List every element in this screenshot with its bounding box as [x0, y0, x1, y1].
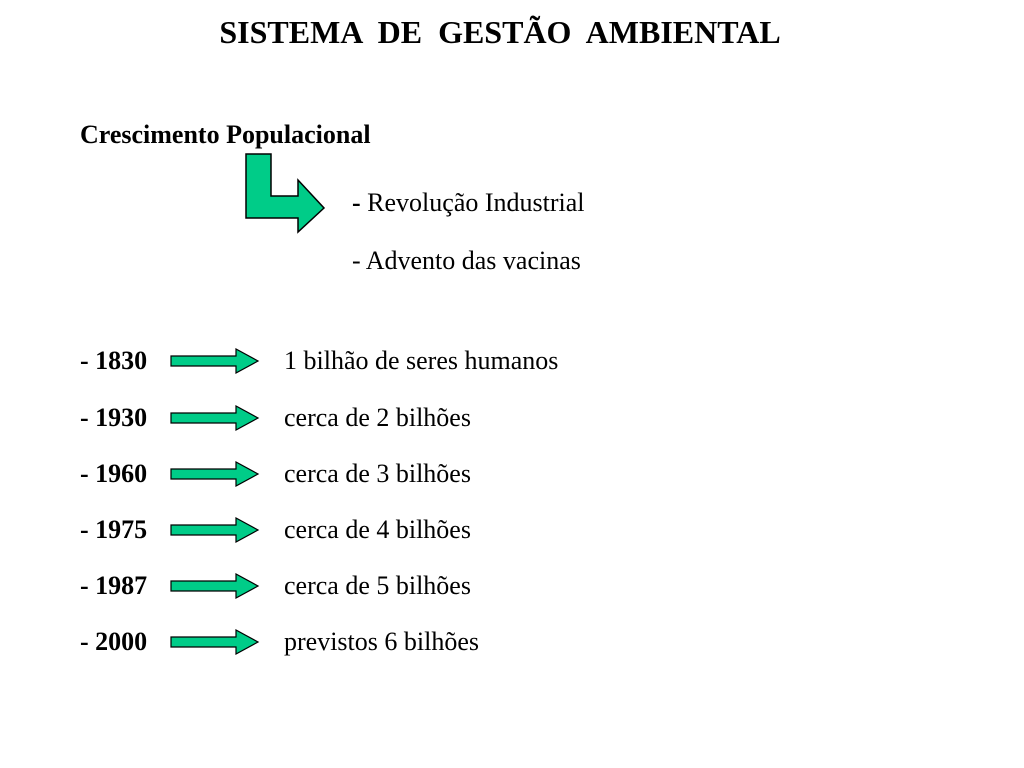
- right-arrow-icon: [170, 461, 260, 487]
- section-heading: Crescimento Populacional: [80, 120, 371, 149]
- timeline-row: [80, 627, 780, 657]
- cause-item: [352, 246, 581, 276]
- timeline-row: [80, 346, 780, 376]
- timeline-year: - 1975: [80, 515, 148, 544]
- right-arrow-icon: [170, 405, 260, 431]
- right-arrow-icon: [170, 573, 260, 599]
- timeline-value: 1 bilhão de seres humanos: [284, 346, 559, 375]
- timeline-row: [80, 403, 780, 433]
- cause-dash: -: [352, 188, 361, 217]
- timeline-row: [80, 515, 780, 545]
- timeline-value: cerca de 4 bilhões: [284, 515, 471, 544]
- timeline-row: [80, 459, 780, 489]
- bent-arrow-icon: [244, 152, 326, 234]
- timeline-year: - 1930: [80, 403, 148, 432]
- timeline-value: previstos 6 bilhões: [284, 627, 479, 656]
- slide-title: SISTEMA DE GESTÃO AMBIENTAL: [219, 14, 781, 50]
- timeline-year: - 1987: [80, 571, 148, 600]
- right-arrow-icon: [170, 348, 260, 374]
- timeline-value: cerca de 3 bilhões: [284, 459, 471, 488]
- timeline-row: [80, 571, 780, 601]
- timeline-value: cerca de 2 bilhões: [284, 403, 471, 432]
- cause-text: Revolução Industrial: [360, 188, 585, 217]
- right-arrow-icon: [170, 517, 260, 543]
- timeline-year: - 2000: [80, 627, 148, 656]
- cause-item: [352, 188, 585, 218]
- right-arrow-icon: [170, 629, 260, 655]
- cause-text: - Advento das vacinas: [352, 246, 581, 275]
- timeline-value: cerca de 5 bilhões: [284, 571, 471, 600]
- timeline-year: - 1960: [80, 459, 148, 488]
- timeline-year: - 1830: [80, 346, 148, 375]
